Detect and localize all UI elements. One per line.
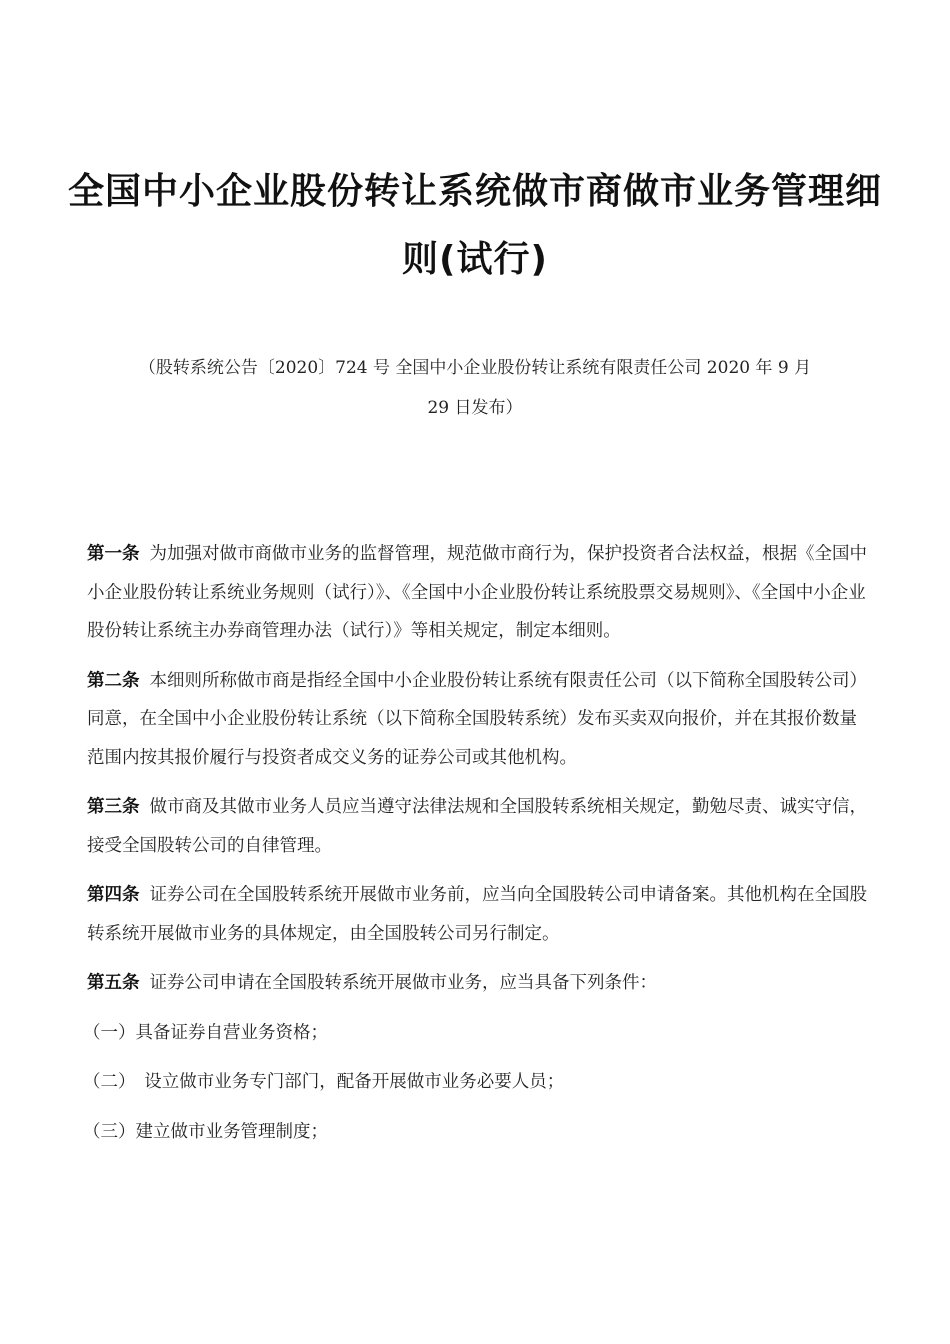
article-label: 第二条 — [87, 670, 140, 691]
document-title — [60, 158, 890, 294]
article-label: 第五条 — [87, 973, 140, 993]
article-label: 第四条 — [87, 885, 140, 905]
subtitle-line-2: 29 日发布） — [427, 398, 523, 418]
article-2 — [87, 662, 867, 778]
list-item: （二） 设立做市业务专门部门，配备开展做市业务必要人员； — [83, 1072, 565, 1092]
article-5 — [87, 964, 867, 1003]
article-text: 证券公司在全国股转系统开展做市业务前，应当向全国股转公司申请备案。其他机构在全国股转系统开展做市业务的具体规定，由全国股转公司另行制定。 — [87, 885, 867, 944]
article-4 — [87, 876, 867, 953]
article-text: 本细则所称做市商是指经全国中小企业股份转让系统有限责任公司（以下简称全国股转公司）同意，在全国中小企业股份转让系统（以下简称全国股转系统）发布买卖双向报价，并在其报价数量范围内按其报价履行与投资者成交义务的证券公司或其他机构。 — [87, 670, 867, 768]
document-subtitle — [70, 348, 880, 428]
article-label: 第一条 — [87, 544, 140, 564]
list-item: （三）建立做市业务管理制度； — [83, 1121, 328, 1142]
list-item: （一）具备证券自营业务资格； — [83, 1022, 328, 1043]
article-text: 为加强对做市商做市业务的监督管理，规范做市商行为，保护投资者合法权益，根据《全国中小企业股份转让系统业务规则（试行）》、《全国中小企业股份转让系统股票交易规则》、《全国中小企业股份转让系统主办券商管理办法（试行）》等相关规定，制定本细则。 — [87, 544, 867, 641]
article-text: 证券公司申请在全国股转系统开展做市业务，应当具备下列条件： — [149, 973, 657, 993]
article-3 — [87, 788, 867, 865]
article-text: 做市商及其做市业务人员应当遵守法律法规和全国股转系统相关规定，勤勉尽责、诚实守信，接受全国股转公司的自律管理。 — [87, 797, 867, 856]
subtitle-line-1: （股转系统公告〔2020〕724 号 全国中小企业股份转让系统有限责任公司 2020 年 9 月 — [138, 358, 812, 378]
document-body — [83, 535, 867, 1162]
article-1 — [87, 535, 867, 651]
article-label: 第三条 — [87, 797, 140, 817]
title-line-2: 则(试行) — [402, 239, 548, 280]
title-line-1: 全国中小企业股份转让系统做市商做市业务管理细 — [67, 171, 882, 212]
